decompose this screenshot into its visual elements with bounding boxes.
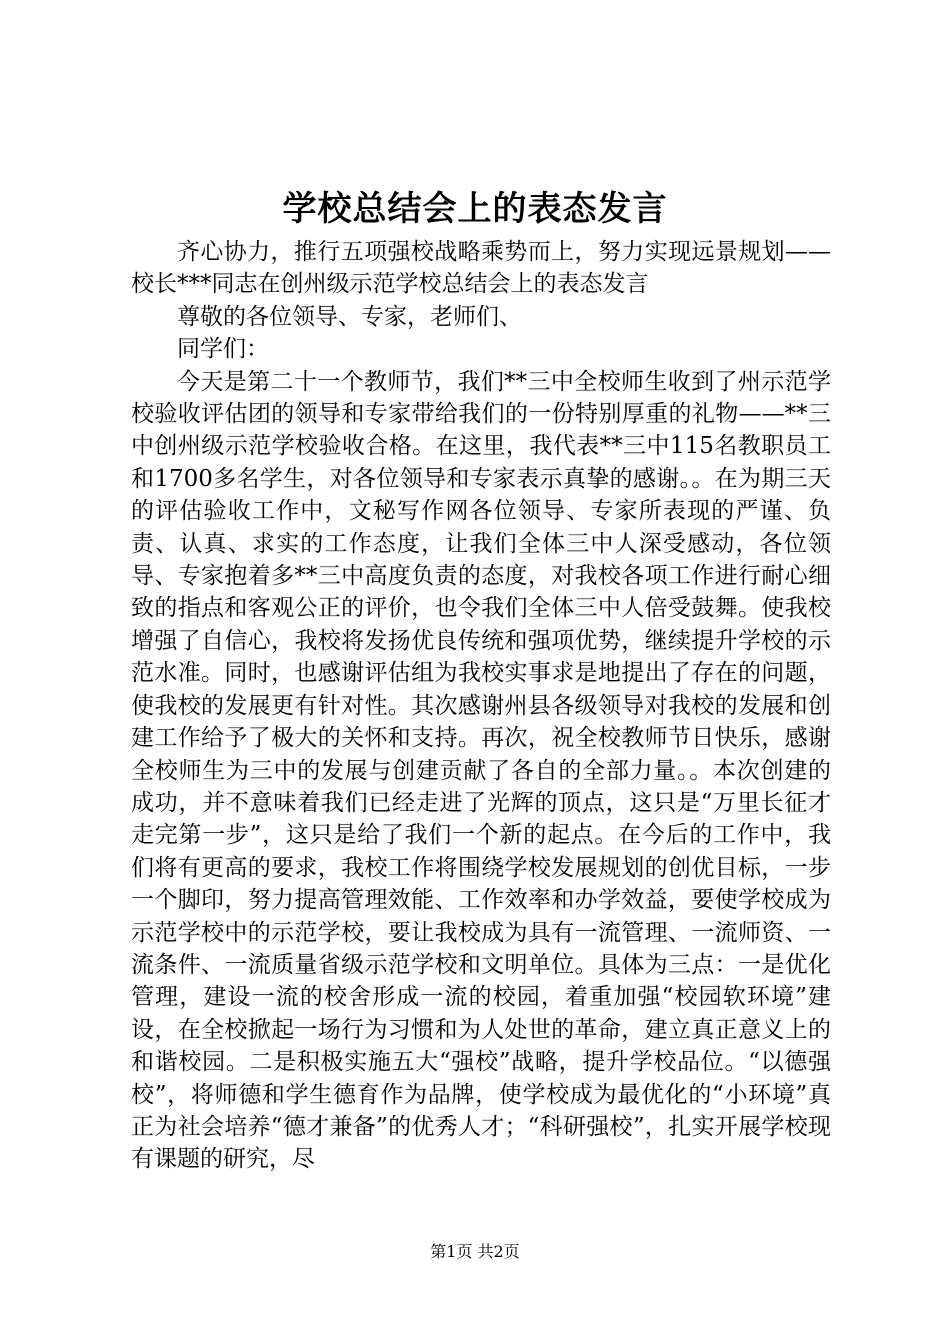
paragraph-salutation-1: 尊敬的各位领导、专家，老师们、 — [177, 303, 522, 330]
paragraph-subtitle: 齐心协力，推行五项强校战略乘势而上，努力实现远景规划——校长***同志在创州级示范学校总结会上的表态发言 — [131, 239, 831, 298]
document-body — [131, 236, 831, 1176]
page-footer: 第1页 共2页 — [430, 1242, 520, 1261]
document-title: 学校总结会上的表态发言 — [282, 189, 668, 229]
paragraph-salutation-2: 同学们： — [177, 336, 269, 363]
paragraph-main: 今天是第二十一个教师节，我们**三中全校师生收到了州示范学校验收评估团的领导和专家带给我们的一份特别厚重的礼物——**三中创州级示范学校验收合格。在这里，我代表**三中115名教职员工和1700多名学生，对各位领导和专家表示真挚的感谢。。在为期三天的评估验收工作中，文秘写作网各位领导、专家所表现的严谨、负责、认真、求实的工作态度，让我们全体三中人深受感动，各位领导、专家抱着多**三中高度负责的态度，对我校各项工作进行耐心细致的指点和客观公正的评价，也令我们全体三中人倍受鼓舞。使我校增强了自信心，我校将发扬优良传统和强项优势，继续提升学校的示范水准。同时，也感谢评估组为我校实事求是地提出了存在的问题，使我校的发展更有针对性。其次感谢州县各级领导对我校的发展和创建工作给予了极大的关怀和支持。再次，祝全校教师节日快乐，感谢全校师生为三中的发展与创建贡献了各自的全部力量。。本次创建的成功，并不意味着我们已经走进了光辉的顶点，这只是“万里长征才走完第一步”，这只是给了我们一个新的起点。在今后的工作中，我们将有更高的要求，我校工作将围绕学校发展规划的创优目标，一步一个脚印，努力提高管理效能、工作效率和办学效益，要使学校成为示范学校中的示范学校，要让我校成为具有一流管理、一流师资、一流条件、一流质量省级示范学校和文明单位。具体为三点：一是优化管理，建设一流的校舍形成一流的校园，着重加强“校园软环境”建设，在全校掀起一场行为习惯和为人处世的革命，建立真正意义上的和谐校园。二是积极实施五大“强校”战略，提升学校品位。“以德强校”，将师德和学生德育作为品牌，使学校成为最优化的“小环境”真正为社会培养“德才兼备”的优秀人才；“科研强校”，扎实开展学校现有课题的研究，尽 — [131, 368, 831, 1173]
